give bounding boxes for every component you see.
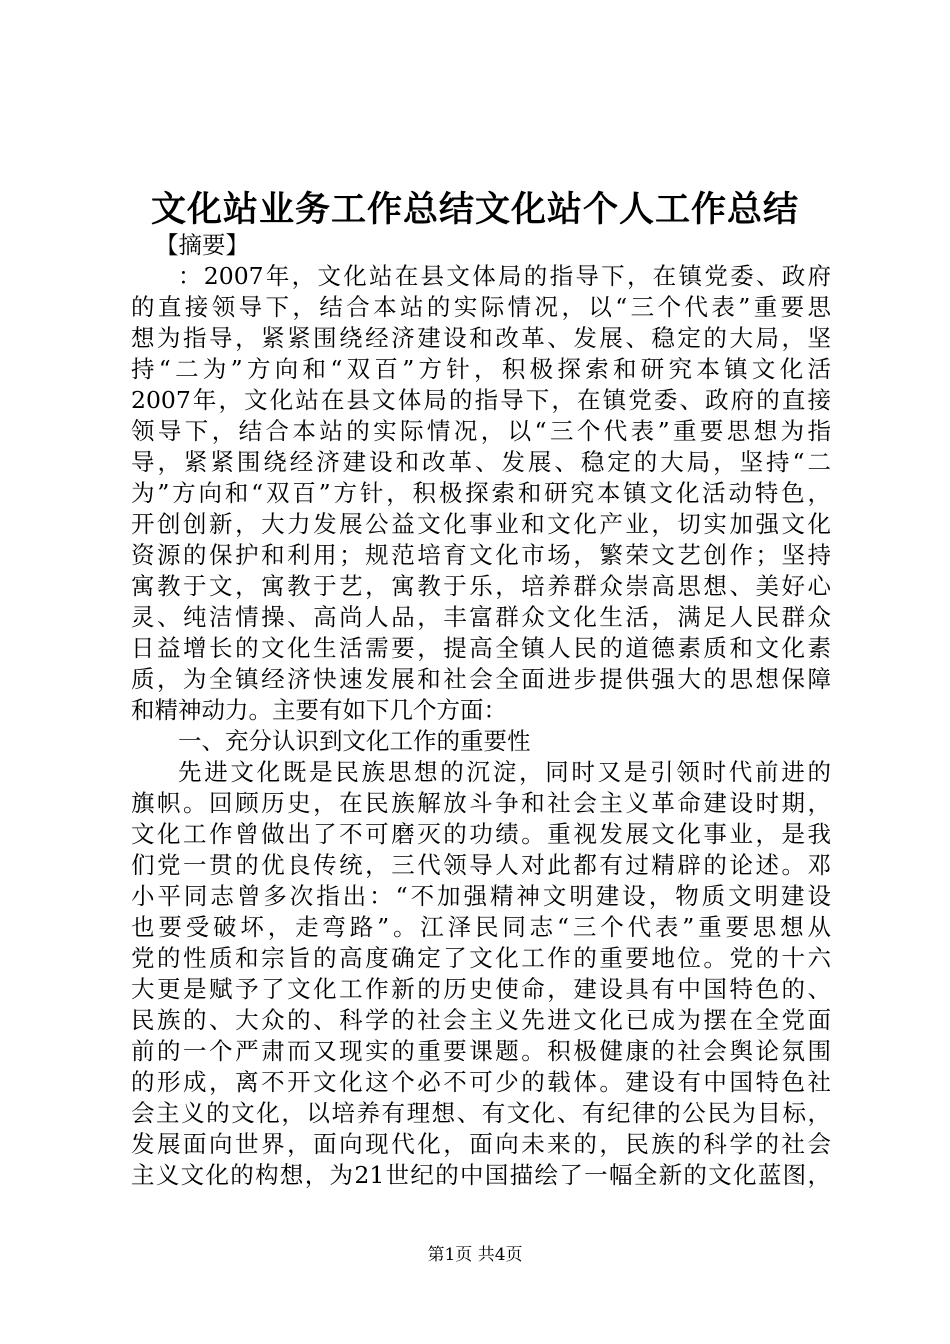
- paragraph-line: 寓教于文，寓教于艺，寓教于乐，培养群众崇高思想、美好心: [131, 572, 831, 600]
- paragraph-line: 灵、纯洁情操、高尚人品，丰富群众文化生活，满足人民群众: [131, 603, 831, 631]
- paragraph-line: 导，紧紧围绕经济建设和改革、发展、稳定的大局，坚持“二: [131, 448, 831, 476]
- abstract-heading: 【摘要】: [155, 231, 249, 259]
- paragraph-line: 旗帜。回顾历史，在民族解放斗争和社会主义革命建设时期，: [131, 789, 831, 817]
- paragraph-line: 领导下，结合本站的实际情况，以“三个代表”重要思想为指: [131, 417, 831, 445]
- paragraph-line: 发展面向世界，面向现代化，面向未来的，民族的科学的社会: [131, 1130, 831, 1158]
- paragraph-line: 小平同志曾多次指出：“不加强精神文明建设，物质文明建设: [131, 882, 831, 910]
- paragraph-line: 开创创新，大力发展公益文化事业和文化产业，切实加强文化: [131, 510, 831, 538]
- document-title: 文化站业务工作总结文化站个人工作总结: [150, 189, 799, 230]
- paragraph-line: 民族的、大众的、科学的社会主义先进文化已成为摆在全党面: [131, 1006, 831, 1034]
- paragraph-line: ：2007年，文化站在县文体局的指导下，在镇党委、政府: [178, 262, 831, 290]
- paragraph-line: 大更是赋予了文化工作新的历史使命，建设具有中国特色的、: [131, 975, 831, 1003]
- paragraph-line: 先进文化既是民族思想的沉淀，同时又是引领时代前进的: [178, 758, 831, 786]
- paragraph-line: 想为指导，紧紧围绕经济建设和改革、发展、稳定的大局，坚: [131, 324, 831, 352]
- paragraph-line: 主义文化的构想，为21世纪的中国描绘了一幅全新的文化蓝图，: [131, 1161, 831, 1189]
- page-number-footer: 第1页 共4页: [427, 1245, 523, 1265]
- paragraph-line: 的形成，离不开文化这个必不可少的载体。建设有中国特色社: [131, 1068, 831, 1096]
- paragraph-line: 的直接领导下，结合本站的实际情况，以“三个代表”重要思: [131, 293, 831, 321]
- paragraph-line: 为”方向和“双百”方针，积极探索和研究本镇文化活动特色，: [131, 479, 831, 507]
- paragraph-line: 2007年，文化站在县文体局的指导下，在镇党委、政府的直接: [131, 386, 831, 414]
- paragraph-line: 质，为全镇经济快速发展和社会全面进步提供强大的思想保障: [131, 665, 831, 693]
- document-body: [131, 230, 831, 1191]
- paragraph-line: 们党一贯的优良传统，三代领导人对此都有过精辟的论述。邓: [131, 851, 831, 879]
- paragraph-line: 资源的保护和利用；规范培育文化市场，繁荣文艺创作；坚持: [131, 541, 831, 569]
- paragraph-line: 会主义的文化，以培养有理想、有文化、有纪律的公民为目标，: [131, 1099, 831, 1127]
- paragraph-line: 党的性质和宗旨的高度确定了文化工作的重要地位。党的十六: [131, 944, 831, 972]
- paragraph-line: 和精神动力。主要有如下几个方面：: [131, 696, 507, 724]
- paragraph-line: 也要受破坏，走弯路”。江泽民同志“三个代表”重要思想从: [131, 913, 831, 941]
- paragraph-line: 持“二为”方向和“双百”方针，积极探索和研究本镇文化活: [131, 355, 831, 383]
- paragraph-line: 前的一个严肃而又现实的重要课题。积极健康的社会舆论氛围: [131, 1037, 831, 1065]
- paragraph-line: 日益增长的文化生活需要，提高全镇人民的道德素质和文化素: [131, 634, 831, 662]
- section-heading: 一、充分认识到文化工作的重要性: [178, 727, 531, 755]
- paragraph-line: 文化工作曾做出了不可磨灭的功绩。重视发展文化事业，是我: [131, 820, 831, 848]
